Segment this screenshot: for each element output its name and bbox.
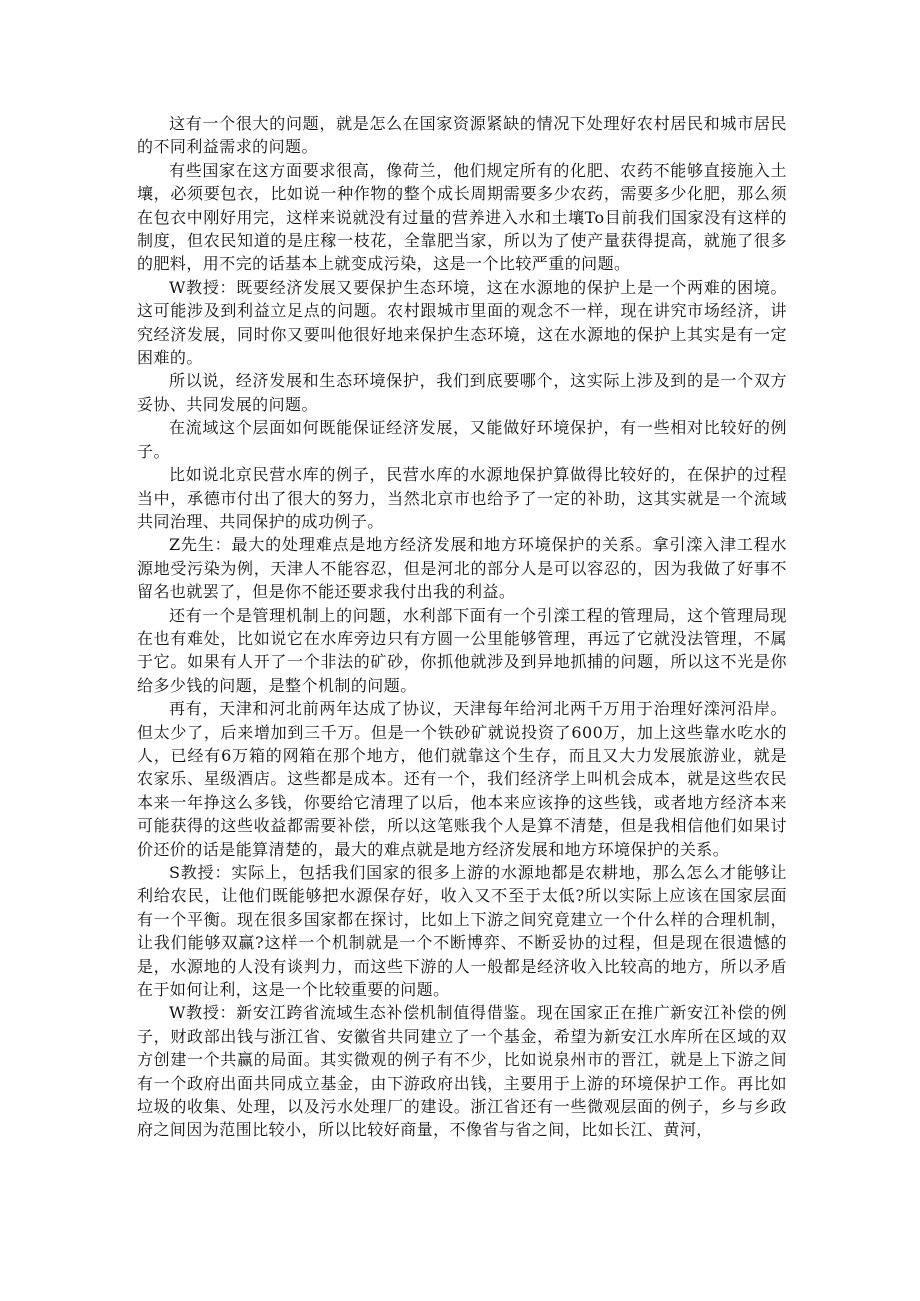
- paragraph-9: 再有，天津和河北前两年达成了协议，天津每年给河北两千万用于治理好滦河沿岸。但太少了，后来增加到三千万。但是一个铁砂矿就说投资了600万，加上这些靠水吃水的人，已经有6万箱的网箱在那个地方，他们就靠这个生存，而且又大力发展旅游业，就是农家乐、星级酒店。这些都是成本。还有一个，我们经济学上叫机会成本，就是这些农民本来一年挣这么多钱，你要给它清理了以后，他本来应该挣的这些钱，或者地方经济本来可能获得的这些收益都需要补偿，所以这笔账我个人是算不清楚，但是我相信他们如果讨价还价的话是能算清楚的，最大的难点就是地方经济发展和地方环境保护的关系。: [137, 699, 787, 859]
- paragraph-2: 有些国家在这方面要求很高，像荷兰，他们规定所有的化肥、农药不能够直接施入土壤，必须要包衣，比如说一种作物的整个成长周期需要多少农药，需要多少化肥，那么须在包衣中刚好用完，这样来说就没有过量的营养进入水和土壤To目前我们国家没有这样的制度，但农民知道的是庄稼一枝花，全靠肥当家，所以为了使产量获得提高，就施了很多的肥料，用不完的话基本上就变成污染，这是一个比较严重的问题。: [137, 160, 787, 274]
- paragraph-8: 还有一个是管理机制上的问题，水利部下面有一个引滦工程的管理局，这个管理局现在也有难处，比如说它在水库旁边只有方圆一公里能够管理，再远了它就没法管理，不属于它。如果有人开了一个非法的矿砂，你抓他就涉及到异地抓捕的问题，所以这不光是你给多少钱的问题，是整个机制的问题。: [137, 605, 787, 695]
- paragraph-4: 所以说，经济发展和生态环境保护，我们到底要哪个，这实际上涉及到的是一个双方妥协、共同发展的问题。: [137, 371, 787, 414]
- paragraph-11: W教授：新安江跨省流域生态补偿机制值得借鉴。现在国家正在推广新安江补偿的例子，财政部出钱与浙江省、安徽省共同建立了一个基金，希望为新安江水库所在区域的双方创建一个共赢的局面。其实微观的例子有不少，比如说泉州市的晋江，就是上下游之间有一个政府出面共同成立基金，由下游政府出钱，主要用于上游的环境保护工作。再比如垃圾的收集、处理，以及污水处理厂的建设。浙江省还有一些微观层面的例子，乡与乡政府之间因为范围比较小，所以比较好商量，不像省与省之间，比如长江、黄河，: [137, 1003, 787, 1140]
- paragraph-3: W教授：既要经济发展又要保护生态环境，这在水源地的保护上是一个两难的困境。这可能涉及到利益立足点的问题。农村跟城市里面的观念不一样，现在讲究市场经济，讲究经济发展，同时你又要叫他很好地来保护生态环境，这在水源地的保护上其实是有一定困难的。: [137, 277, 787, 368]
- paragraph-5: 在流域这个层面如何既能保证经济发展，又能做好环境保护，有一些相对比较好的例子。: [137, 418, 787, 461]
- document-body: [137, 112, 787, 1142]
- paragraph-6: 比如说北京民营水库的例子，民营水库的水源地保护算做得比较好的，在保护的过程当中，承德市付出了很大的努力，当然北京市也给予了一定的补助，这其实就是一个流域共同治理、共同保护的成功例子。: [137, 465, 787, 531]
- paragraph-10: S教授：实际上，包括我们国家的很多上游的水源地都是农耕地，那么怎么才能够让利给农民，让他们既能够把水源保存好，收入又不至于太低?所以实际上应该在国家层面有一个平衡。现在很多国家都在探讨，比如上下游之间究竟建立一个什么样的合理机制，让我们能够双赢?这样一个机制就是一个不断博弈、不断妥协的过程，但是现在很遗憾的是，水源地的人没有谈判力，而这些下游的人一般都是经济收入比较高的地方，所以矛盾在于如何让利，这是一个比较重要的问题。: [137, 863, 787, 1000]
- paragraph-1: 这有一个很大的问题，就是怎么在国家资源紧缺的情况下处理好农村居民和城市居民的不同利益需求的问题。: [137, 114, 787, 157]
- paragraph-7: Z先生：最大的处理难点是地方经济发展和地方环境保护的关系。拿引滦入津工程水源地受污染为例，天津人不能容忍，但是河北的部分人是可以容忍的，因为我做了好事不留名也就罢了，但是你不能还要求我付出我的利益。: [137, 535, 787, 602]
